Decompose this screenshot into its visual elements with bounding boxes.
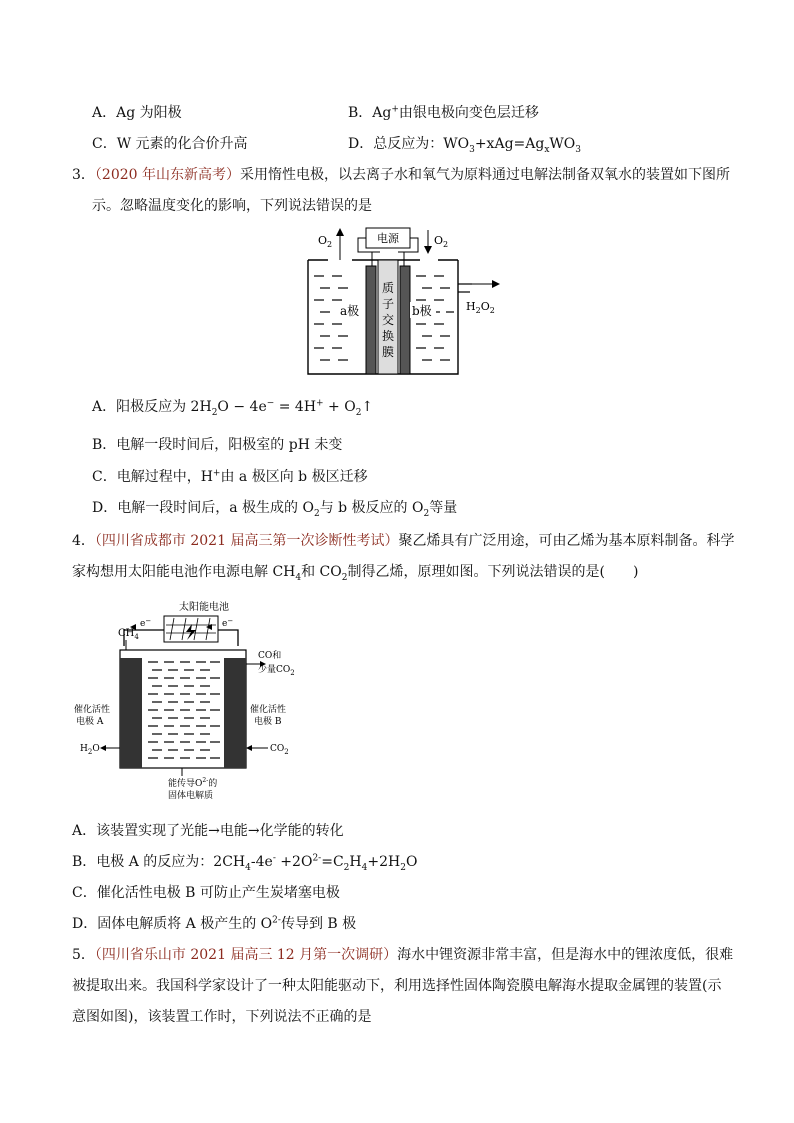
anode-a-label: a极 — [340, 304, 360, 318]
q3-source: （2020 年山东新高考） — [94, 167, 241, 183]
q5-stem-line2: 被提取出来。我国科学家设计了一种太阳能驱动下，利用选择性固体陶瓷膜电解海水提取金属锂的装置(示 — [72, 978, 722, 994]
q4-option-a: A．该装置实现了光能→电能→化学能的转化 — [72, 823, 344, 839]
h2o-label: $H_2O$ — [80, 744, 100, 756]
q2-option-b: B．Ag+由银电极向变色层迁移 — [348, 104, 539, 121]
solar-cell-label: 太阳能电池 — [179, 602, 229, 613]
power-label: 电源 — [377, 232, 399, 245]
electrode-b-label-2: 电极 B — [254, 717, 282, 727]
electrolyte-label-2: 固体电解质 — [168, 791, 214, 801]
q4-solar-electrolysis-figure — [74, 596, 304, 822]
q3-stem-line2: 示。忽略温度变化的影响，下列说法错误的是 — [92, 198, 372, 214]
electrode-b-label-1: 催化活性 — [250, 705, 287, 715]
q3-option-c: C．电解过程中，H+由 a 极区向 b 极区迁移 — [92, 468, 368, 485]
o2-right-label: $O_2$ — [434, 234, 449, 249]
co-out-label-2: 少量$CO_2$ — [258, 665, 295, 677]
co-out-label-1: CO和 — [258, 651, 282, 661]
q4-option-d: D．固体电解质将 A 极产生的 $O^{2-}$传导到 B 极 — [72, 915, 357, 932]
e-right-label: e− — [222, 617, 234, 629]
q4-stem-line2: 家构想用太阳能电池作电源电解 $CH_4$和 $CO_2$制得乙烯，原理如图。下列说法错误的是( ) — [72, 564, 639, 583]
q4-option-b: B．电极 A 的反应为：$2CH_4-4e^- +2O^{2-}=C_2H_4+2H_2O$ — [72, 853, 418, 873]
electrolyte-label-1: 能传导$O^{2-}$的 — [168, 777, 218, 789]
h2o2-label: $H_2O_2$ — [466, 300, 495, 315]
h2o-outlet-arrow — [100, 745, 106, 751]
co2-label: $CO_2$ — [270, 744, 289, 756]
q4-stem-line1: 4．（四川省成都市 2021 届高三第一次诊断性考试）聚乙烯具有广泛用途，可由乙烯为基本原料制备。科学 — [72, 533, 735, 549]
q3-electrolysis-figure — [300, 224, 510, 380]
q3-option-a: A．阳极反应为 $2H_2O - 4e^- = 4H^+$ + $O_2↑$ — [92, 398, 374, 418]
ch4-label: $CH_4$ — [118, 628, 139, 641]
q5-stem-line1: 5．（四川省乐山市 2021 届高三 12 月第一次调研）海水中锂资源非常丰富，但是海水中的锂浓度低，很难 — [72, 947, 734, 963]
q4-source: （四川省成都市 2021 届高三第一次诊断性考试） — [94, 533, 399, 549]
q4-option-c: C．催化活性电极 B 可防止产生炭堵塞电极 — [72, 885, 340, 901]
o2-left-label: $O_2$ — [318, 234, 333, 249]
membrane-char-1: 质 — [381, 281, 395, 295]
co2-inlet-arrow — [246, 745, 252, 751]
membrane-char-5: 膜 — [381, 345, 395, 359]
q3-option-b: B．电解一段时间后，阳极室的 pH 未变 — [92, 437, 343, 453]
electrode-a — [366, 266, 376, 374]
q5-stem-line3: 意图如图)，该装置工作时，下列说法不正确的是 — [72, 1009, 372, 1025]
q5-source: （四川省乐山市 2021 届高三 12 月第一次调研） — [94, 947, 398, 963]
membrane-char-3: 交 — [381, 313, 395, 327]
q3-stem-line1: 3．（2020 年山东新高考）采用惰性电极，以去离子水和氧气为原料通过电解法制备双氧水的装置如下图所 — [72, 167, 731, 183]
electrode-b — [400, 266, 410, 374]
q3-option-d: D．电解一段时间后，a 极生成的 $O_2$与 b 极反应的 $O_2$等量 — [92, 500, 458, 519]
electrode-b — [224, 658, 246, 768]
electrode-a — [120, 658, 142, 768]
e-left-label: e− — [140, 617, 152, 629]
electrode-a-label-1: 催化活性 — [74, 705, 111, 715]
electrode-a-label-2: 电极 A — [76, 717, 104, 727]
q2-option-c: C．W 元素的化合价升高 — [92, 136, 248, 152]
membrane-char-4: 换 — [381, 329, 395, 343]
q2-option-d: D．总反应为：$WO_3+xAg=Ag_xWO_3$ — [348, 136, 582, 155]
membrane-char-2: 子 — [381, 297, 395, 311]
q2-option-a: A．Ag 为阳极 — [92, 105, 182, 121]
anode-b-label: b极 — [412, 304, 432, 318]
